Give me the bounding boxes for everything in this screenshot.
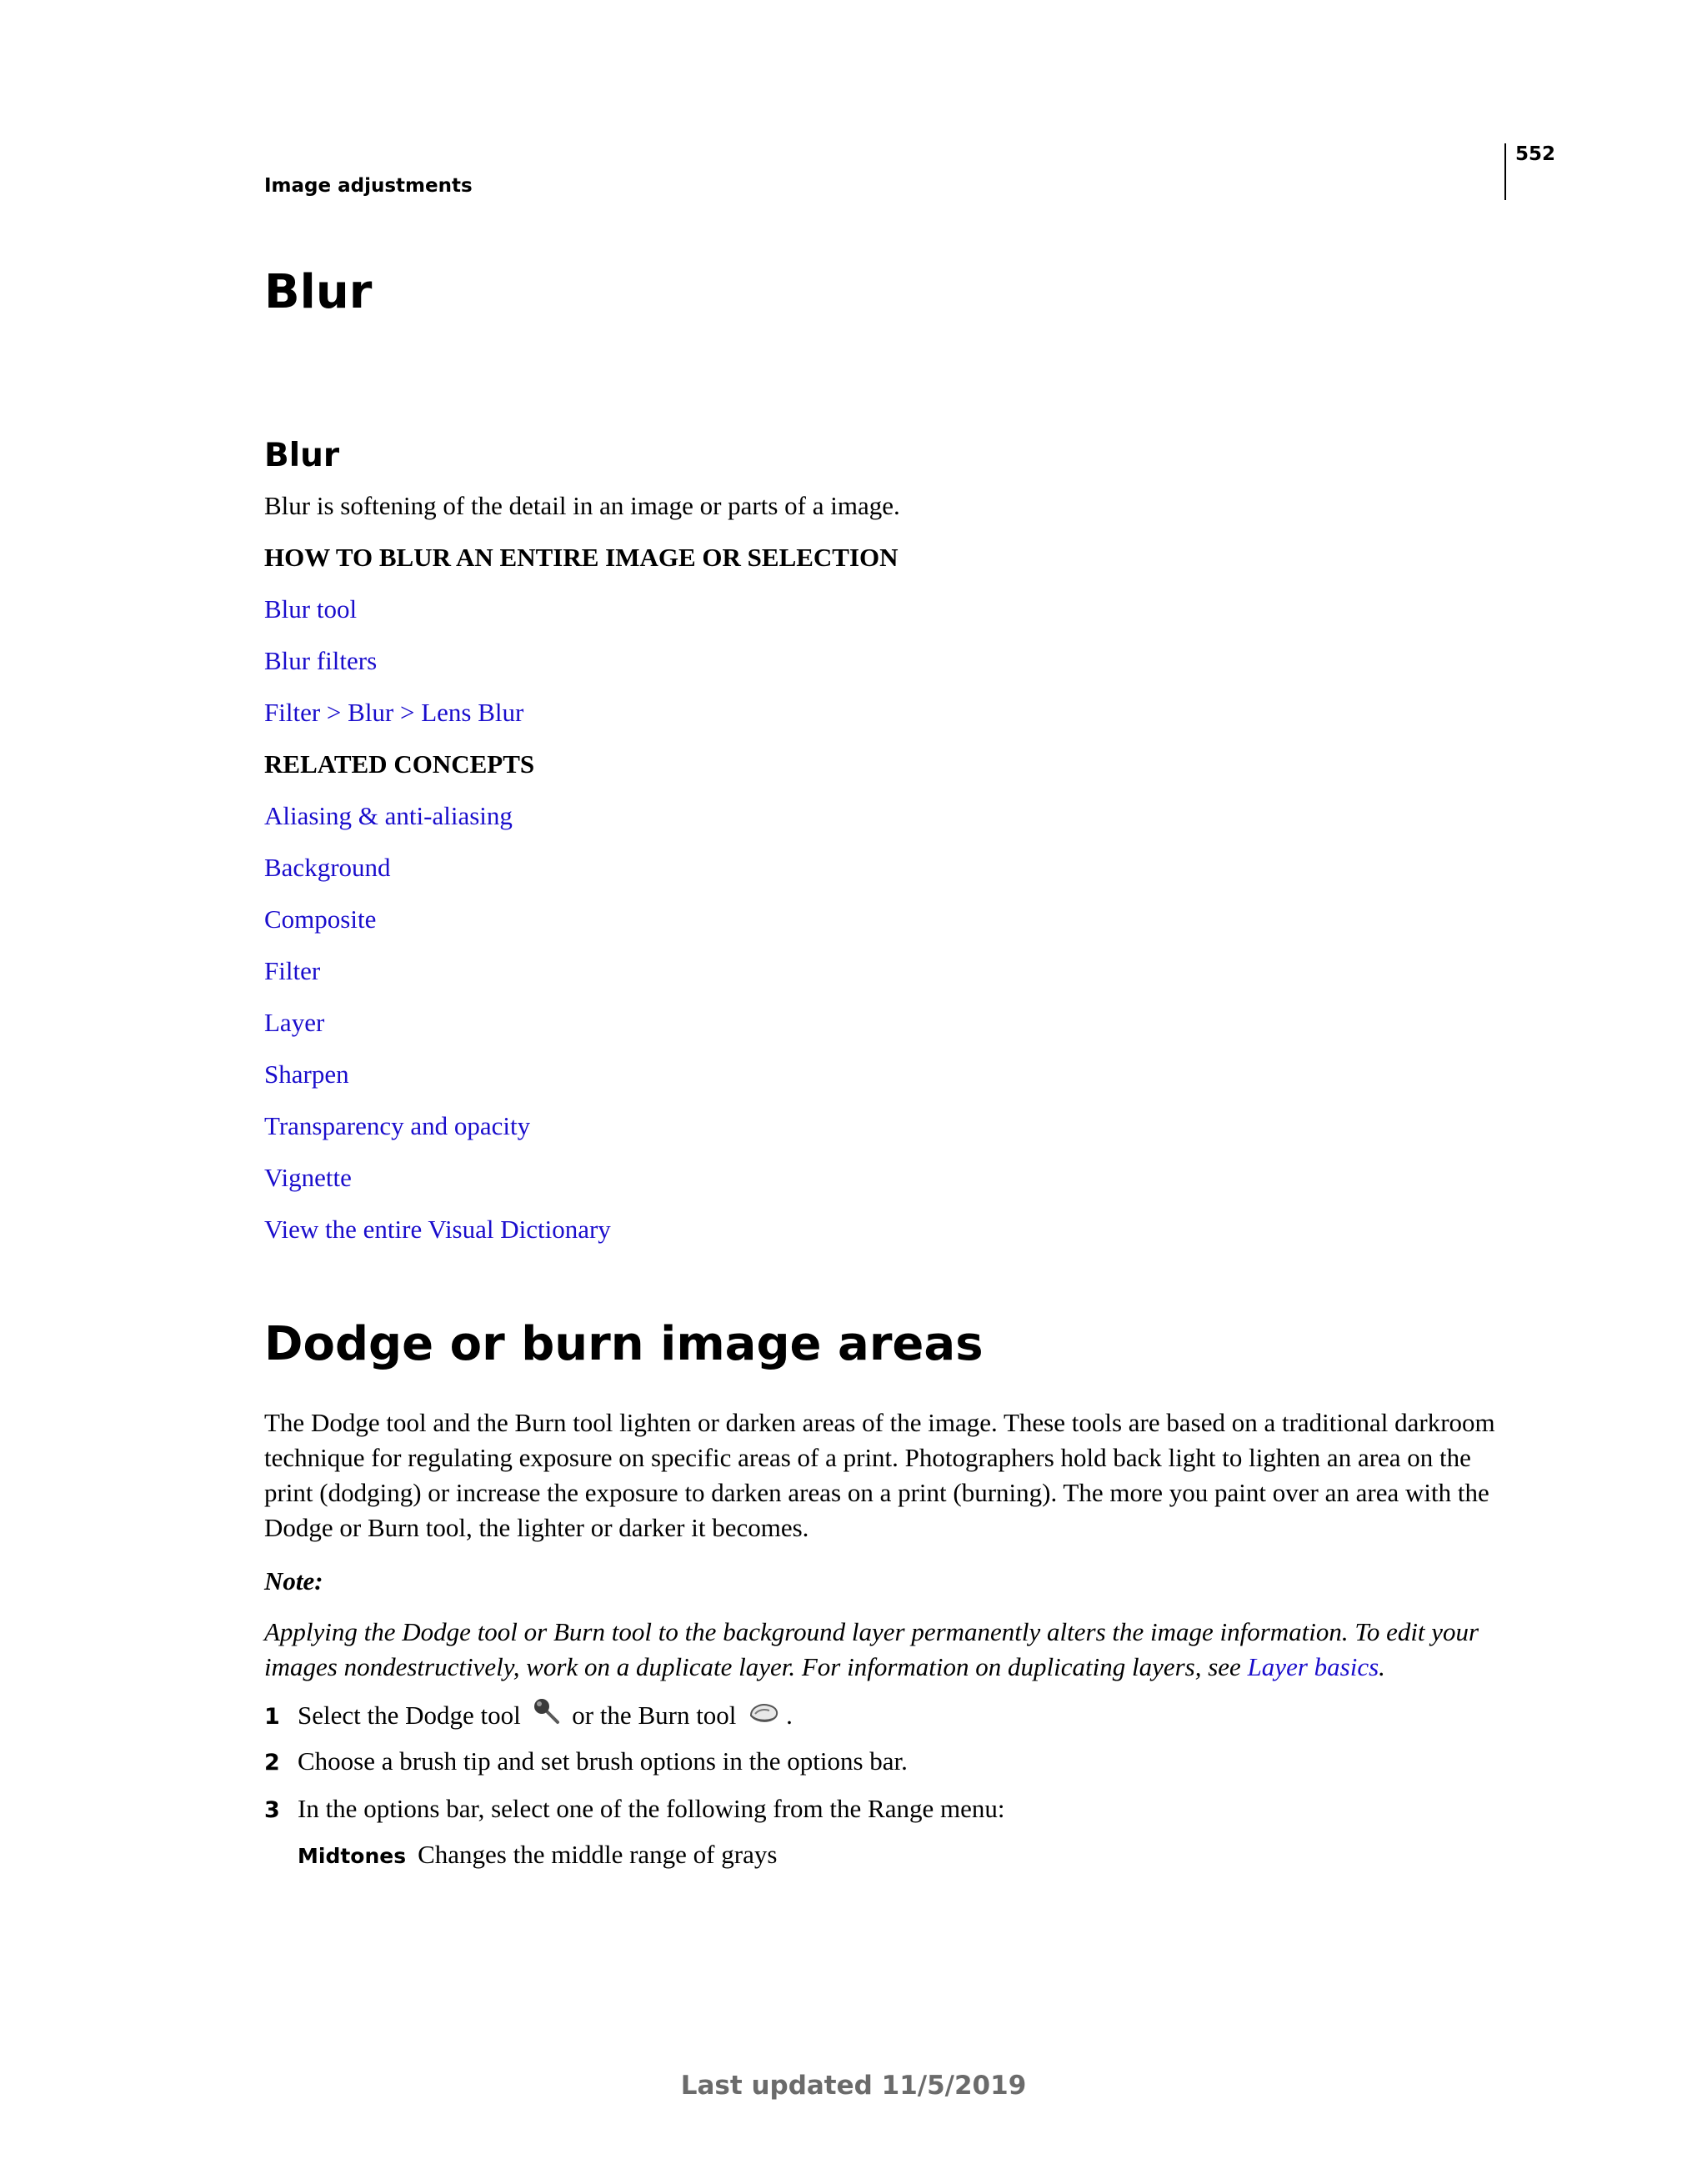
range-option-midtones [298, 1838, 777, 1873]
link-blur-filters[interactable]: Blur filters [264, 646, 378, 675]
note-body: Applying the Dodge tool or Burn tool to the background layer permanently alters the image information. To edit your images nondestructively, work on a duplicate layer. For information on duplicating layers, see [264, 1617, 1479, 1681]
header-rule [1504, 143, 1506, 200]
link-sharpen[interactable]: Sharpen [264, 1059, 349, 1089]
footer-last-updated: Last updated 11/5/2019 [680, 2071, 1027, 2101]
step-number: 1 [264, 1704, 280, 1730]
link-filter[interactable]: Filter [264, 956, 321, 985]
related-heading: RELATED CONCEPTS [264, 749, 535, 779]
blur-title: Blur [264, 265, 373, 319]
note-text [264, 1615, 1514, 1685]
step-1 [264, 1697, 793, 1734]
step-number: 2 [264, 1750, 280, 1776]
blur-subtitle: Blur [264, 437, 340, 474]
dodge-tool-icon [533, 1697, 561, 1734]
link-background[interactable]: Background [264, 853, 391, 882]
running-head: Image adjustments [264, 175, 473, 197]
step-1-text-c: . [786, 1701, 793, 1730]
link-transparency[interactable]: Transparency and opacity [264, 1111, 531, 1140]
dodge-title: Dodge or burn image areas [264, 1317, 984, 1371]
burn-tool-icon [748, 1701, 781, 1734]
link-aliasing[interactable]: Aliasing & anti-aliasing [264, 801, 513, 830]
step-3 [264, 1792, 1004, 1827]
note-label: Note: [264, 1566, 323, 1595]
link-blur-tool[interactable]: Blur tool [264, 594, 358, 624]
step-2-text: Choose a brush tip and set brush options in the options bar. [298, 1746, 908, 1776]
step-number: 3 [264, 1797, 280, 1823]
page-number: 552 [1515, 143, 1556, 165]
step-1-text-a: Select the Dodge tool [298, 1701, 521, 1730]
link-vignette[interactable]: Vignette [264, 1163, 352, 1192]
link-lens-blur[interactable]: Filter > Blur > Lens Blur [264, 698, 524, 727]
blur-definition: Blur is softening of the detail in an image or parts of a image. [264, 491, 900, 520]
step-3-text: In the options bar, select one of the following from the Range menu: [298, 1794, 1005, 1823]
range-term: Midtones [298, 1844, 407, 1868]
how-to-heading: HOW TO BLUR AN ENTIRE IMAGE OR SELECTION [264, 543, 899, 572]
dodge-intro: The Dodge tool and the Burn tool lighten or darken areas of the image. These tools are based on a traditional darkroom technique for regulating exposure on specific areas of a print. Photographers hold back light to lighten an area on the print (dodging) or increase the exposure to darken areas on a print (burning). The more you paint over an area with the Dodge or Burn tool, the lighter or darker it becomes. [264, 1408, 1495, 1542]
link-composite[interactable]: Composite [264, 904, 377, 934]
link-visual-dictionary[interactable]: View the entire Visual Dictionary [264, 1215, 611, 1244]
link-layer-basics[interactable]: Layer basics [1247, 1652, 1379, 1681]
step-1-text-b: or the Burn tool [572, 1701, 737, 1730]
step-2 [264, 1745, 908, 1780]
link-layer[interactable]: Layer [264, 1008, 325, 1037]
note-end: . [1379, 1652, 1385, 1681]
range-description: Changes the middle range of grays [418, 1840, 778, 1869]
